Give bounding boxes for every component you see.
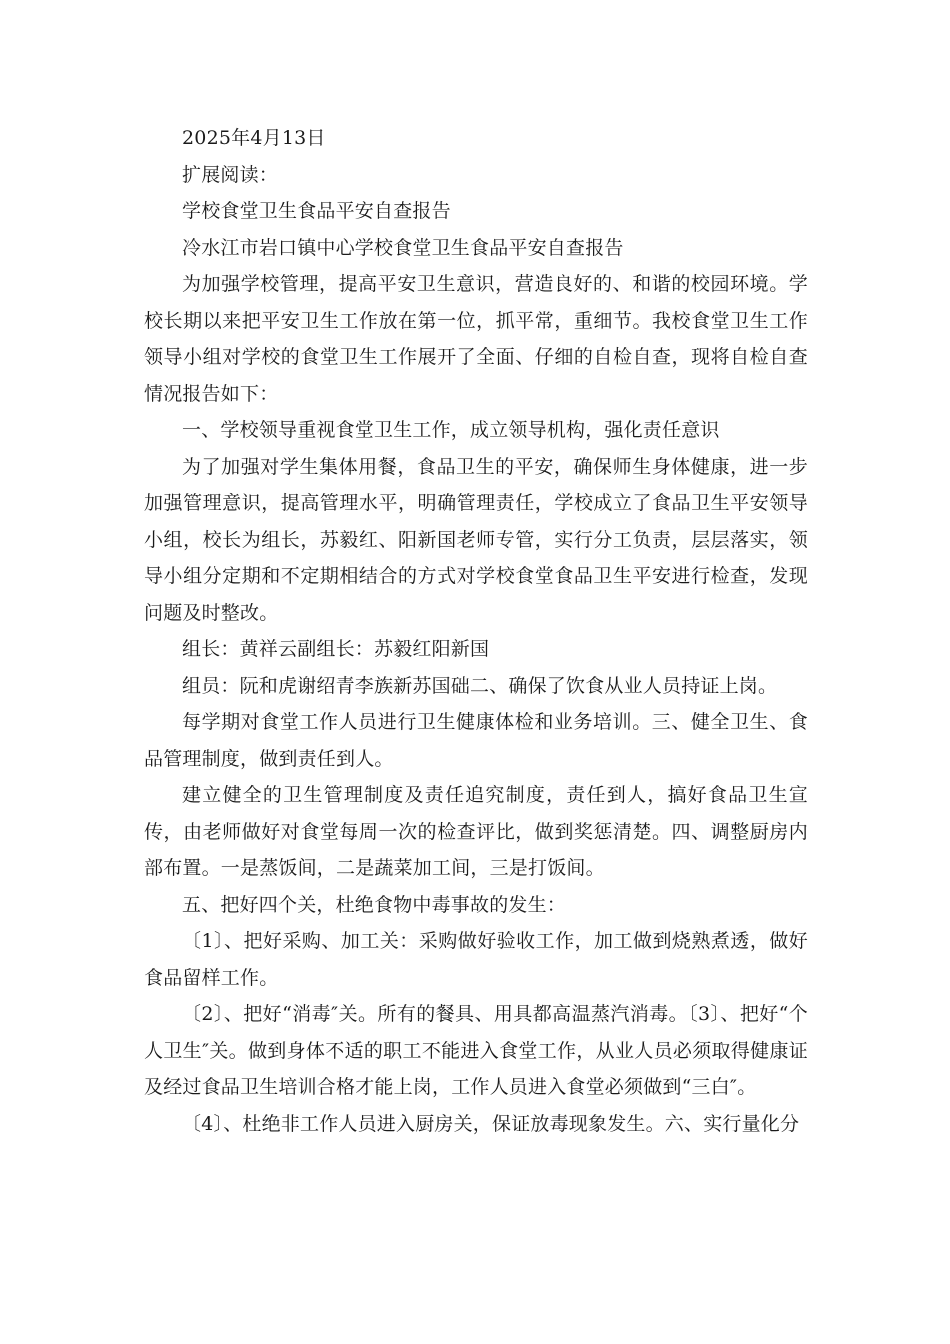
date-line: 2025年4月13日 bbox=[182, 127, 326, 149]
paragraph-group-members: 组员：阮和虎谢绍青李族新苏国础二、确保了饮食从业人员持证上岗。 bbox=[182, 674, 778, 697]
paragraph-group-leader: 组长：黄祥云副组长：苏毅红阳新国 bbox=[182, 638, 490, 660]
extended-reading-label: 扩展阅读： bbox=[182, 163, 279, 186]
report-title: 学校食堂卫生食品平安自查报告 bbox=[182, 200, 451, 222]
paragraph-management-system: 建立健全的卫生管理制度及责任追究制度，责任到人，搞好食品卫生宣传，由老师做好对食堂每周一次的检查评比，做到奖惩清楚。四、调整厨房内部布置。一是蒸饭间，二是蔬菜加工间，三是打饭间。 bbox=[144, 784, 808, 879]
section-heading-5: 五、把好四个关，杜绝食物中毒事故的发生： bbox=[182, 893, 567, 916]
report-subtitle: 冷水江市岩口镇中心学校食堂卫生食品平安自查报告 bbox=[182, 236, 624, 259]
document-body bbox=[144, 120, 808, 1142]
paragraph-item-1: 〔1〕、把好采购、加工关：采购做好验收工作，加工做到烧熟煮透，做好食品留样工作。 bbox=[144, 930, 808, 989]
section-heading-1: 一、学校领导重视食堂卫生工作，成立领导机构，强化责任意识 bbox=[182, 419, 720, 441]
paragraph-training: 每学期对食堂工作人员进行卫生健康体检和业务培训。三、健全卫生、食品管理制度，做到责任到人。 bbox=[144, 711, 808, 770]
paragraph-item-2-3: 〔2〕、把好“消毒″关。所有的餐具、用具都高温蒸汽消毒。〔3〕、把好“个人卫生″关。做到身体不适的职工不能进入食堂工作，从业人员必须取得健康证及经过食品卫生培训合格才能上岗，工作人员进入食堂必须做到“三白″。 bbox=[144, 1003, 808, 1098]
paragraph-section-1: 为了加强对学生集体用餐，食品卫生的平安，确保师生身体健康，进一步加强管理意识，提高管理水平，明确管理责任，学校成立了食品卫生平安领导小组，校长为组长，苏毅红、阳新国老师专管，实行分工负责，层层落实，领导小组分定期和不定期相结合的方式对学校食堂食品卫生平安进行检查，发现问题及时整改。 bbox=[144, 455, 808, 624]
paragraph-intro: 为加强学校管理，提高平安卫生意识，营造良好的、和谐的校园环境。学校长期以来把平安卫生工作放在第一位，抓平常，重细节。我校食堂卫生工作领导小组对学校的食堂卫生工作展开了全面、仔细的自检自查，现将自检自查情况报告如下： bbox=[144, 273, 808, 405]
paragraph-item-4: 〔4〕、杜绝非工作人员进入厨房关，保证放毒现象发生。六、实行量化分 bbox=[182, 1112, 800, 1135]
